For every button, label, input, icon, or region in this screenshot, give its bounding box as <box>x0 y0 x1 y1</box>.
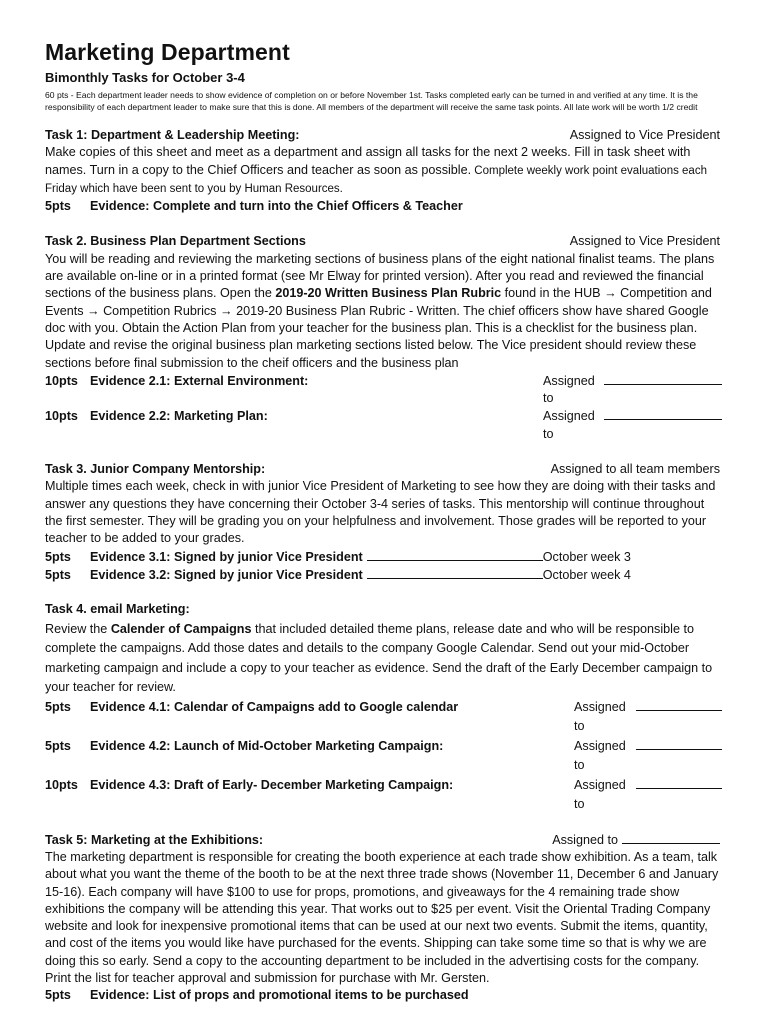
assigned-label: Assigned to <box>574 699 626 734</box>
assignee-blank-line[interactable] <box>636 737 722 750</box>
task-1-assigned: Assigned to Vice President <box>569 128 720 142</box>
task-3-assigned: Assigned to all team members <box>550 462 720 477</box>
assigned-label: Assigned to <box>574 777 626 812</box>
task-4-body <box>45 620 722 698</box>
evidence-points: 10pts <box>45 777 78 792</box>
task-1-title: Task 1: Department & Leadership Meeting: <box>45 128 300 142</box>
task-4-evidence-1 <box>45 698 722 737</box>
intro-paragraph: 60 pts - Each department leader needs to show evidence of completion on or before November 1st. Tasks completed early can be turned in and verified at any time. It is the responsibility of each department leader to make sure that this is done. All members of the department will receive the same task points. All late work will be worth 1/2 credit <box>45 90 698 112</box>
task-5-evidence <box>45 987 722 1004</box>
task-5-title: Task 5: Marketing at the Exhibitions: <box>45 832 264 847</box>
task-2 <box>45 233 722 443</box>
task-4-evidence-3 <box>45 776 722 815</box>
task-4 <box>45 600 722 815</box>
task-2-body-a: You will be reading and reviewing the marketing sections of business plans of the eight national finalist teams. The plans are available on-line or in a printed format (see Mr Elway for printed version). After you read and reviewed the financial sections of the business plans. Open the <box>45 251 715 301</box>
evidence-points: 5pts <box>45 567 71 582</box>
task-2-evidence-1 <box>45 372 722 408</box>
task-4-evidence-2 <box>45 737 722 776</box>
assignee-blank-line[interactable] <box>636 776 722 789</box>
page-title: Marketing Department <box>45 39 290 65</box>
rubric-name: 2019-20 Written Business Plan Rubric <box>275 286 502 301</box>
task-3-evidence-2 <box>45 566 722 584</box>
task-4-title: Task 4. email Marketing: <box>45 602 190 617</box>
evidence-text: Evidence 4.1: Calendar of Campaigns add to Google calendar <box>90 699 459 714</box>
evidence-text: Evidence: Complete and turn into the Chief Officers & Teacher <box>90 199 463 214</box>
task-5-body: The marketing department is responsible for creating the booth experience at each trade show exhibition. As a team, talk about what you want the theme of the booth to be at the next three trade shows (November 11, December 6 and January 15-16). Each company will have $100 to use for props, promotions, and giveaways for the 4 remaining trade show exhibitions the company will be attending this year. That works out to $25 per event. Visit the Oriental Trading Company website and look for inexpensive promotional items that can be used at our next two events. Submit the items, quantity, and cost of the items you would like have purchased for the events. Shipping can take some time so that is why we are doing this so early. Send a copy to the accounting department to be included in the advertising costs for the company. Print the list for teacher approval and submission for purchase with Mr. Gersten. <box>45 849 719 985</box>
task-1-header <box>45 127 722 144</box>
task-3-header <box>45 461 722 478</box>
evidence-text: Evidence 2.2: Marketing Plan: <box>90 409 268 424</box>
task-4-header <box>45 600 722 620</box>
assignee-blank-line[interactable] <box>622 831 720 844</box>
task-3-body: Multiple times each week, check in with junior Vice President of Marketing to see how they are doing with their tasks and answer any questions they have concerning their October 3-4 series of tasks. This mentorship will continue throughout the first semester. They will be grading you on your helpfulness and involvement. Those grades will be reported to your teacher to be added to your grades. <box>45 479 716 546</box>
signature-blank-line[interactable] <box>367 548 543 561</box>
task-1-body-small: Complete weekly work point evaluations each Friday which have been sent to you by Human Resources. <box>45 164 707 195</box>
task-1-body <box>45 144 722 198</box>
task-4-body-a: Review the <box>45 621 111 636</box>
assignee-blank-line[interactable] <box>604 372 722 385</box>
task-1-evidence <box>45 198 722 215</box>
task-3 <box>45 461 722 584</box>
signature-blank-line[interactable] <box>367 566 543 579</box>
evidence-points: 10pts <box>45 409 78 424</box>
task-5-assigned <box>552 831 722 849</box>
evidence-text: Evidence: List of props and promotional items to be purchased <box>90 988 469 1003</box>
assigned-label: Assigned to <box>574 738 626 773</box>
task-3-title: Task 3. Junior Company Mentorship: <box>45 462 266 477</box>
evidence-points: 5pts <box>45 549 71 564</box>
task-3-evidence-1 <box>45 548 722 566</box>
evidence-points: 5pts <box>45 988 71 1003</box>
page-subtitle: Bimonthly Tasks for October 3-4 <box>45 70 245 85</box>
evidence-points: 5pts <box>45 699 71 714</box>
evidence-week: October week 4 <box>542 567 631 582</box>
evidence-points: 5pts <box>45 738 71 753</box>
assigned-label: Assigned to <box>543 409 595 441</box>
task-1-body-main: Make copies of this sheet and meet as a department and assign all tasks for the next 2 weeks. Fill in task sheet with names. Turn in a copy to the Chief Officers and teacher as soon as possible. <box>45 145 691 177</box>
assignee-blank-line[interactable] <box>636 698 722 711</box>
task-2-title: Task 2. Business Plan Department Sections <box>45 234 306 249</box>
task-5 <box>45 831 722 1005</box>
evidence-text: Evidence 3.2: Signed by junior Vice President <box>90 567 363 582</box>
task-4-body-b: that included detailed theme plans, release date and who will be responsible to complete the campaigns. Add those dates and details to the company Google Calendar. Send out your mid-October marketing campaign and include a copy to your teacher as evidence. Send the draft of the Early December campaign to your teacher for review. <box>45 621 713 695</box>
evidence-text: Evidence 2.1: External Environment: <box>90 373 309 388</box>
assignee-blank-line[interactable] <box>604 407 722 420</box>
task-5-header <box>45 831 722 849</box>
task-2-header <box>45 233 722 250</box>
task-1 <box>45 127 722 215</box>
evidence-points: 5pts <box>45 199 71 214</box>
evidence-week: October week 3 <box>542 549 631 564</box>
evidence-points: 10pts <box>45 373 78 388</box>
calendar-name: Calender of Campaigns <box>110 621 252 636</box>
task-2-assigned: Assigned to Vice President <box>569 234 720 249</box>
task-2-body-b: found in the HUB → Competition and Events → Competition Rubrics → 2019-20 Business Plan Rubric - Written. The chief officers show have shared Google doc with you. Obtain the Action Plan from your teacher for the business plan. This is a checklist for the business plan. Update and revise the original business plan marketing sections listed below. The Vice president should review these sections before final submission to the cheif officers and the business plan <box>45 286 712 370</box>
evidence-text: Evidence 4.2: Launch of Mid-October Marketing Campaign: <box>90 738 444 753</box>
task-2-evidence-2 <box>45 407 722 443</box>
evidence-text: Evidence 3.1: Signed by junior Vice President <box>90 549 363 564</box>
evidence-text: Evidence 4.3: Draft of Early- December Marketing Campaign: <box>90 777 454 792</box>
task-2-body <box>45 251 722 372</box>
assigned-label: Assigned to <box>543 373 595 406</box>
assigned-label: Assigned to <box>552 832 618 847</box>
